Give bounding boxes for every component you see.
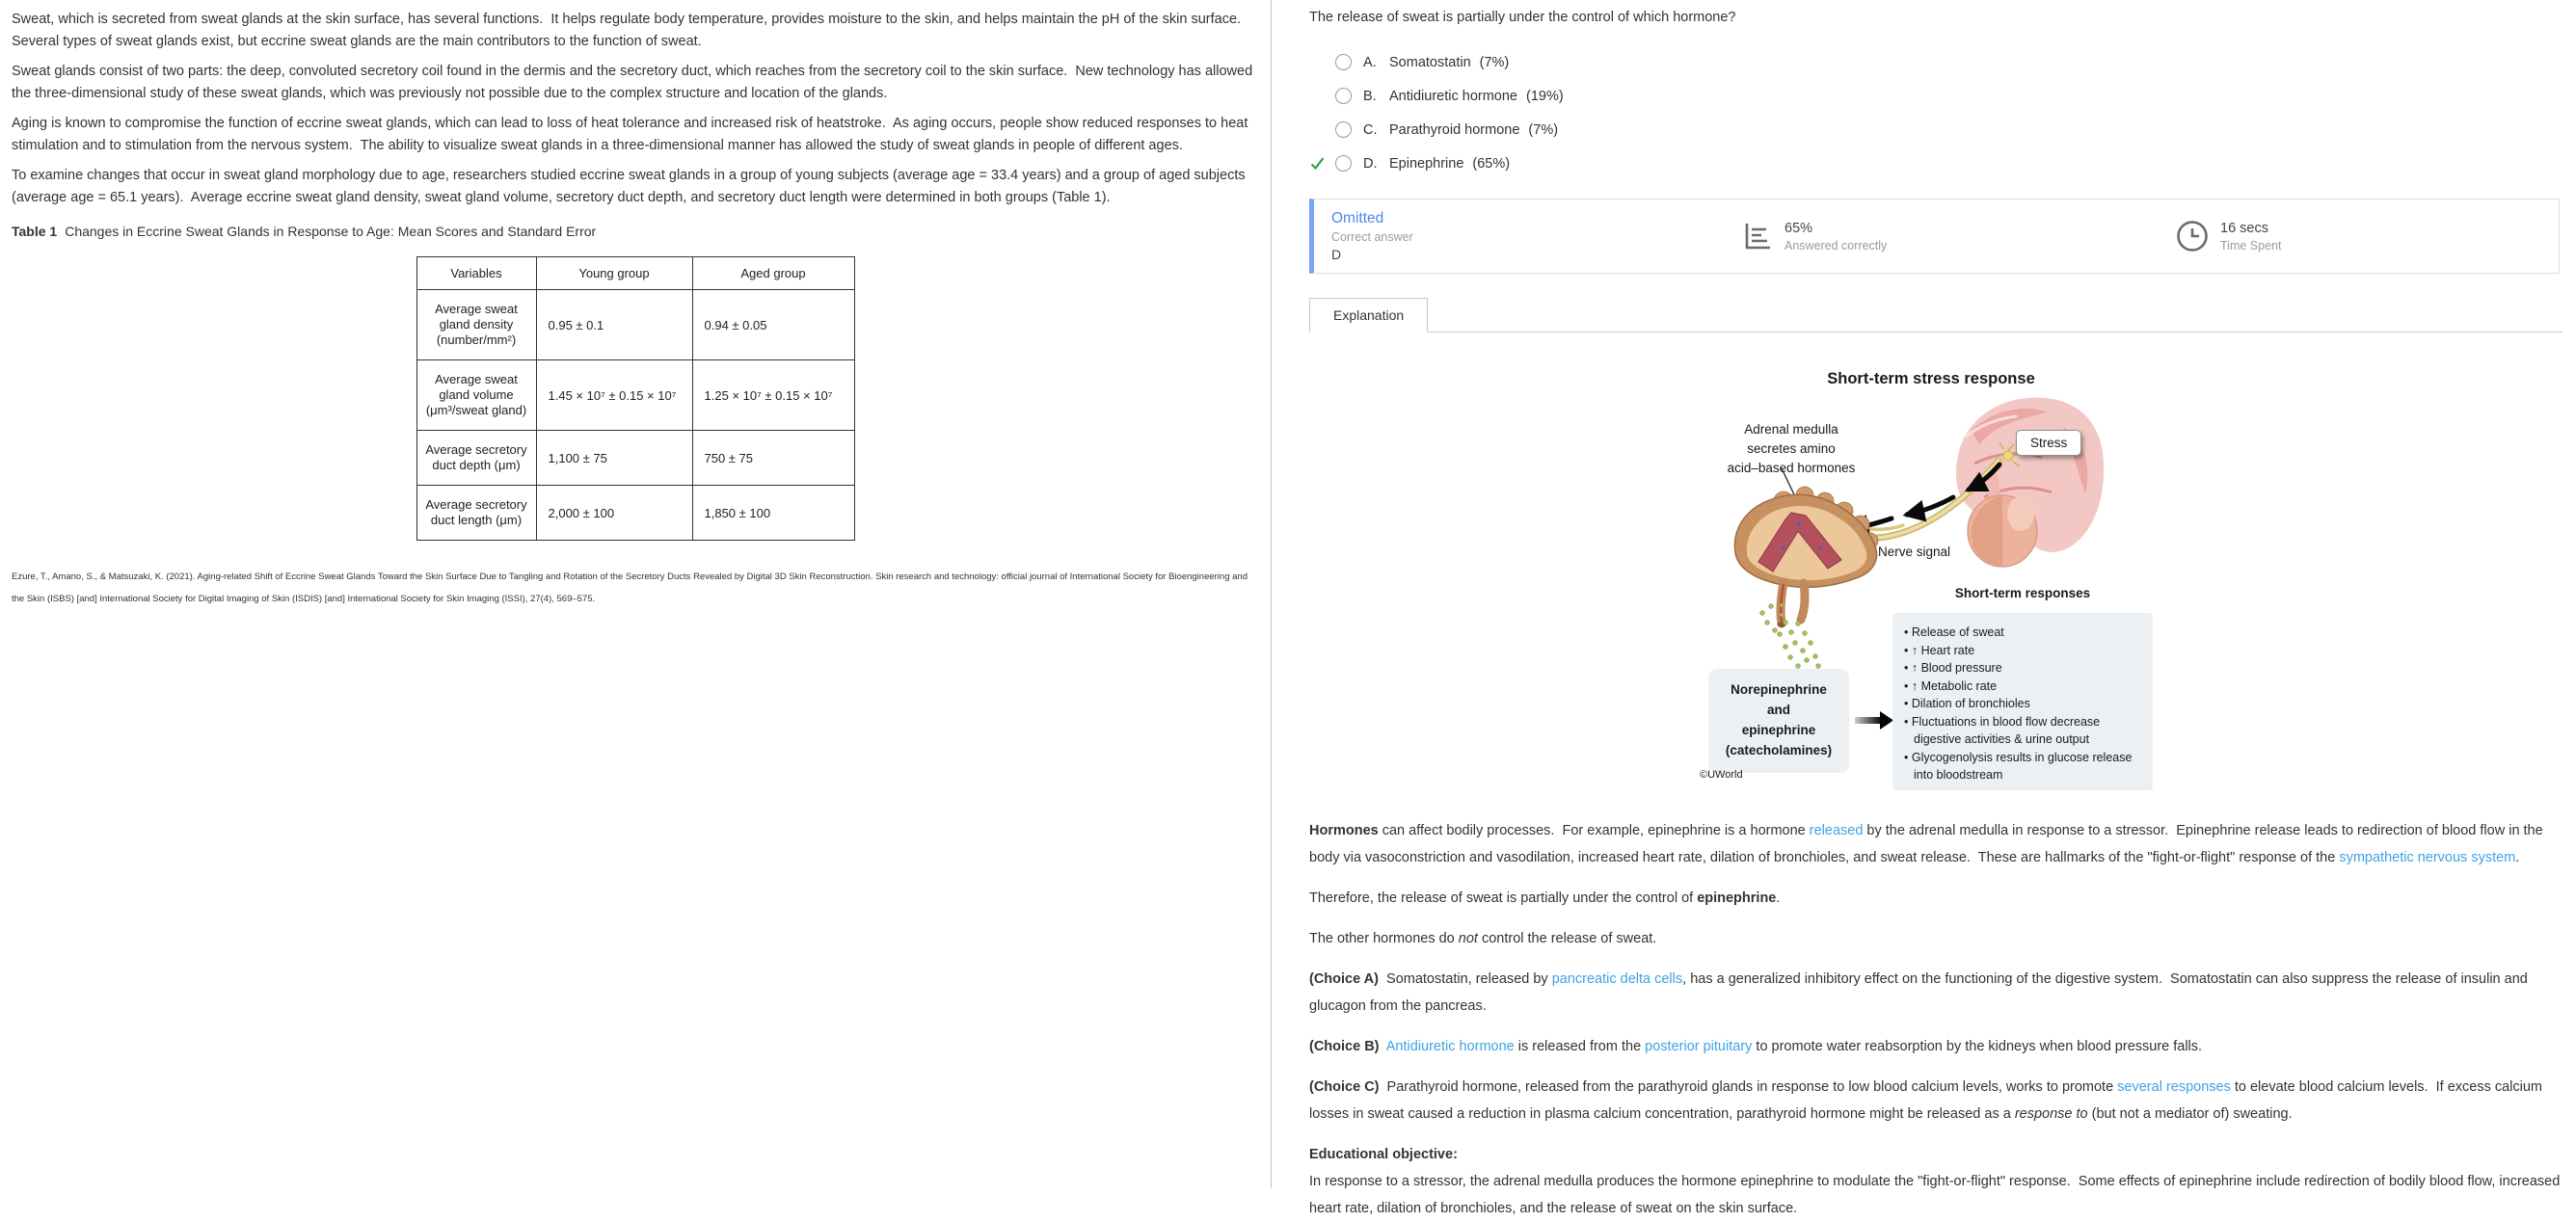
diagram-title: Short-term stress response xyxy=(1827,370,2035,387)
time-spent-block xyxy=(2175,219,2541,253)
passage-text xyxy=(12,9,1259,208)
time-spent-label: Time Spent xyxy=(2220,238,2282,252)
response-item: • Dilation of bronchioles xyxy=(1904,695,2143,713)
explanation-paragraph: The other hormones do not control the release of sweat. xyxy=(1309,931,1657,946)
explanation-paragraph: (Choice C) Parathyroid hormone, released from the parathyroid glands in response to low blood calcium levels, works to promote several responses to elevate blood calcium levels. If excess calcium losses in sweat caused a reduction in plasma calcium concentration, parathyroid hormone might be released as a response to (but not a mediator of) sweating. xyxy=(1309,1079,2547,1122)
option-label: Epinephrine xyxy=(1389,155,1464,172)
response-item: • Glycogenolysis results in glucose release into bloodstream xyxy=(1904,749,2143,784)
passage-paragraph: Sweat glands consist of two parts: the deep, convoluted secretory coil found in the dermis and the secretory duct, which reaches from the secretory coil to the skin surface. New technology has allowed the three-dimensional study of these sweat glands, which was previously not possible due to the complex structure and location of the glands. xyxy=(12,64,1257,101)
table-row xyxy=(416,486,854,541)
short-term-responses-box xyxy=(1892,613,2153,790)
short-term-responses-title: Short-term responses xyxy=(1954,586,2091,600)
inline-link[interactable]: released xyxy=(1809,823,1864,838)
inline-link[interactable]: Antidiuretic hormone xyxy=(1385,1039,1515,1054)
correct-check-icon xyxy=(1309,155,1335,172)
passage-paragraph: To examine changes that occur in sweat gland morphology due to age, researchers studied eccrine sweat glands in a group of young subjects (average age = 33.4 years) and a group of aged subjects (average age = 65.1 years). Average eccrine sweat gland density, sweat gland volume, secretory duct depth, and secretory duct length were determined in both groups (Table 1). xyxy=(12,168,1249,205)
option-label: Antidiuretic hormone xyxy=(1389,88,1517,104)
response-item: • ↑ Heart rate xyxy=(1904,642,2143,660)
result-status: Omitted xyxy=(1331,210,1384,226)
response-item: • Release of sweat xyxy=(1904,624,2143,642)
radio-button[interactable] xyxy=(1335,121,1352,138)
option-percentage: (65%) xyxy=(1472,155,1511,172)
option-letter: B. xyxy=(1363,88,1377,104)
stress-response-diagram xyxy=(1639,370,2179,794)
question-text: The release of sweat is partially under the control of which hormone? xyxy=(1309,10,1736,25)
table-caption-text: Changes in Eccrine Sweat Glands in Response to Age: Mean Scores and Standard Error xyxy=(65,224,597,239)
correct-check-icon xyxy=(1309,121,1335,138)
stress-label: Stress xyxy=(2016,430,2081,456)
result-status-block xyxy=(1331,210,1741,262)
correct-check-icon xyxy=(1309,88,1335,104)
option-percentage: (7%) xyxy=(1479,54,1510,70)
answer-option-d[interactable] xyxy=(1309,146,2563,180)
option-letter: D. xyxy=(1363,155,1378,172)
correct-check-icon xyxy=(1309,54,1335,70)
table-cell: Average sweat gland volume (μm³/sweat gland) xyxy=(416,360,536,431)
table-row xyxy=(416,290,854,360)
uworld-credit: ©UWorld xyxy=(1700,769,1743,781)
response-item: • ↑ Blood pressure xyxy=(1904,659,2143,677)
table-cell: 1.25 × 10⁷ ± 0.15 × 10⁷ xyxy=(692,360,854,431)
bar-chart-icon xyxy=(1741,220,1774,252)
radio-button[interactable] xyxy=(1335,54,1352,70)
table-row xyxy=(416,431,854,486)
data-table xyxy=(416,256,855,541)
explanation-paragraph: (Choice A) Somatostatin, released by pancreatic delta cells, has a generalized inhibitory effect on the functioning of the digestive system. Somatostatin can also suppress the release of insulin and glucagon from the pancreas. xyxy=(1309,971,2532,1014)
table-cell: 0.95 ± 0.1 xyxy=(536,290,692,360)
inline-link[interactable]: sympathetic nervous system xyxy=(2339,850,2516,865)
question-panel xyxy=(1273,0,2576,1216)
table-cell: 2,000 ± 100 xyxy=(536,486,692,541)
table-caption-label: Table 1 xyxy=(12,224,58,239)
adrenal-gland-graphic xyxy=(1734,487,1878,627)
response-item: • Fluctuations in blood flow decrease digestive activities & urine output xyxy=(1904,713,2143,749)
correct-answer-label: Correct answer xyxy=(1331,230,1413,244)
explanation-paragraph: Therefore, the release of sweat is partially under the control of epinephrine. xyxy=(1309,890,1781,906)
passage-paragraph: Aging is known to compromise the function of eccrine sweat glands, which can lead to loss of heat tolerance and increased risk of heatstroke. As aging occurs, people show reduced responses to heat stimulation and to stimulation from the nervous system. The ability to visualize sweat glands in a three-dimensional manner has allowed the study of sweat glands in people of different ages. xyxy=(12,116,1252,153)
explanation-text xyxy=(1309,817,2563,1222)
hormone-dots-graphic xyxy=(1760,604,1821,669)
inline-link[interactable]: pancreatic delta cells xyxy=(1551,971,1683,987)
catecholamines-box: Norepinephrine and epinephrine (catecholamines) xyxy=(1708,669,1849,773)
adrenal-medulla-label: Adrenal medulla secretes amino acid–based hormones xyxy=(1727,422,1856,475)
answer-option-c[interactable] xyxy=(1309,113,2563,146)
answered-correctly-block xyxy=(1741,220,2175,252)
percent-correct-label: Answered correctly xyxy=(1784,238,1888,252)
table-header-cell: Variables xyxy=(416,257,536,290)
table-cell: 750 ± 75 xyxy=(692,431,854,486)
answer-option-b[interactable] xyxy=(1309,79,2563,113)
percent-correct: 65% xyxy=(1784,220,1813,236)
table-cell: Average secretory duct length (μm) xyxy=(416,486,536,541)
passage-paragraph: Sweat, which is secreted from sweat glands at the skin surface, has several functions. It helps regulate body temperature, provides moisture to the skin, and helps maintain the pH of the skin surface. Several types of sweat glands exist, but eccrine sweat glands are the main contributors to the function of sweat. xyxy=(12,12,1249,49)
inline-link[interactable]: several responses xyxy=(2117,1079,2231,1095)
answer-options xyxy=(1309,45,2563,180)
explanation-paragraph: Hormones can affect bodily processes. For example, epinephrine is a hormone released by the adrenal medulla in response to a stressor. Epinephrine release leads to redirection of blood flow in the body via vasoconstriction and vasodilation, increased heart rate, dilation of bronchioles, and sweat release. These are hallmarks of the "fight-or-flight" response of the sympathetic nervous system. xyxy=(1309,823,2547,865)
radio-button[interactable] xyxy=(1335,155,1352,172)
table-cell: 1.45 × 10⁷ ± 0.15 × 10⁷ xyxy=(536,360,692,431)
option-letter: C. xyxy=(1363,121,1378,138)
radio-button[interactable] xyxy=(1335,88,1352,104)
inline-link[interactable]: posterior pituitary xyxy=(1645,1039,1753,1054)
option-percentage: (19%) xyxy=(1526,88,1564,104)
educational-objective-heading: Educational objective: xyxy=(1309,1147,1458,1162)
time-spent: 16 secs xyxy=(2220,220,2268,236)
table-cell: 1,850 ± 100 xyxy=(692,486,854,541)
tab-explanation[interactable]: Explanation xyxy=(1309,298,1428,332)
option-letter: A. xyxy=(1363,54,1377,70)
responses-list xyxy=(1904,624,2143,784)
answer-option-a[interactable] xyxy=(1309,45,2563,79)
option-percentage: (7%) xyxy=(1528,121,1559,138)
table-cell: Average sweat gland density (number/mm²) xyxy=(416,290,536,360)
table-header-cell: Young group xyxy=(536,257,692,290)
table-header-cell: Aged group xyxy=(692,257,854,290)
source-citation: Ezure, T., Amano, S., & Matsuzaki, K. (2021). Aging-related Shift of Eccrine Sweat Glands Toward the Skin Surface Due to Tangling and Rotation of the Secretory Ducts Revealed by Digital 3D Skin Reconstruction. Skin research and technology: official journal of International Society for Bioengineering and the Skin (ISBS) [and] International Society for Digital Imaging of Skin (ISDIS) [and] International Society for Skin Imaging (ISSI), 27(4), 569–575. xyxy=(12,571,1248,604)
explanation-paragraph: In response to a stressor, the adrenal medulla produces the hormone epinephrine to modulate the "fight-or-flight" response. Some effects of epinephrine include redirection of bodily blood flow, increased heart rate, dilation of bronchioles, and the release of sweat on the skin surface. xyxy=(1309,1174,2564,1216)
table-header-row xyxy=(416,257,854,290)
tab-strip xyxy=(1309,298,2563,332)
correct-answer-value: D xyxy=(1331,247,1342,262)
hormone-to-responses-arrow xyxy=(1855,711,1893,730)
explanation-paragraph: (Choice B) Antidiuretic hormone is released from the posterior pituitary to promote water reabsorption by the kidneys when blood pressure falls. xyxy=(1309,1039,2203,1054)
table-cell: Average secretory duct depth (μm) xyxy=(416,431,536,486)
table-row xyxy=(416,360,854,431)
table-cell: 1,100 ± 75 xyxy=(536,431,692,486)
answer-stats-card xyxy=(1309,199,2560,274)
table-caption xyxy=(12,224,1259,239)
clock-icon xyxy=(2175,219,2210,253)
response-item: • ↑ Metabolic rate xyxy=(1904,677,2143,696)
passage-panel xyxy=(0,0,1272,1188)
option-label: Parathyroid hormone xyxy=(1389,121,1520,138)
table-cell: 0.94 ± 0.05 xyxy=(692,290,854,360)
nerve-signal-label: Nerve signal xyxy=(1878,545,1951,559)
option-label: Somatostatin xyxy=(1389,54,1471,70)
